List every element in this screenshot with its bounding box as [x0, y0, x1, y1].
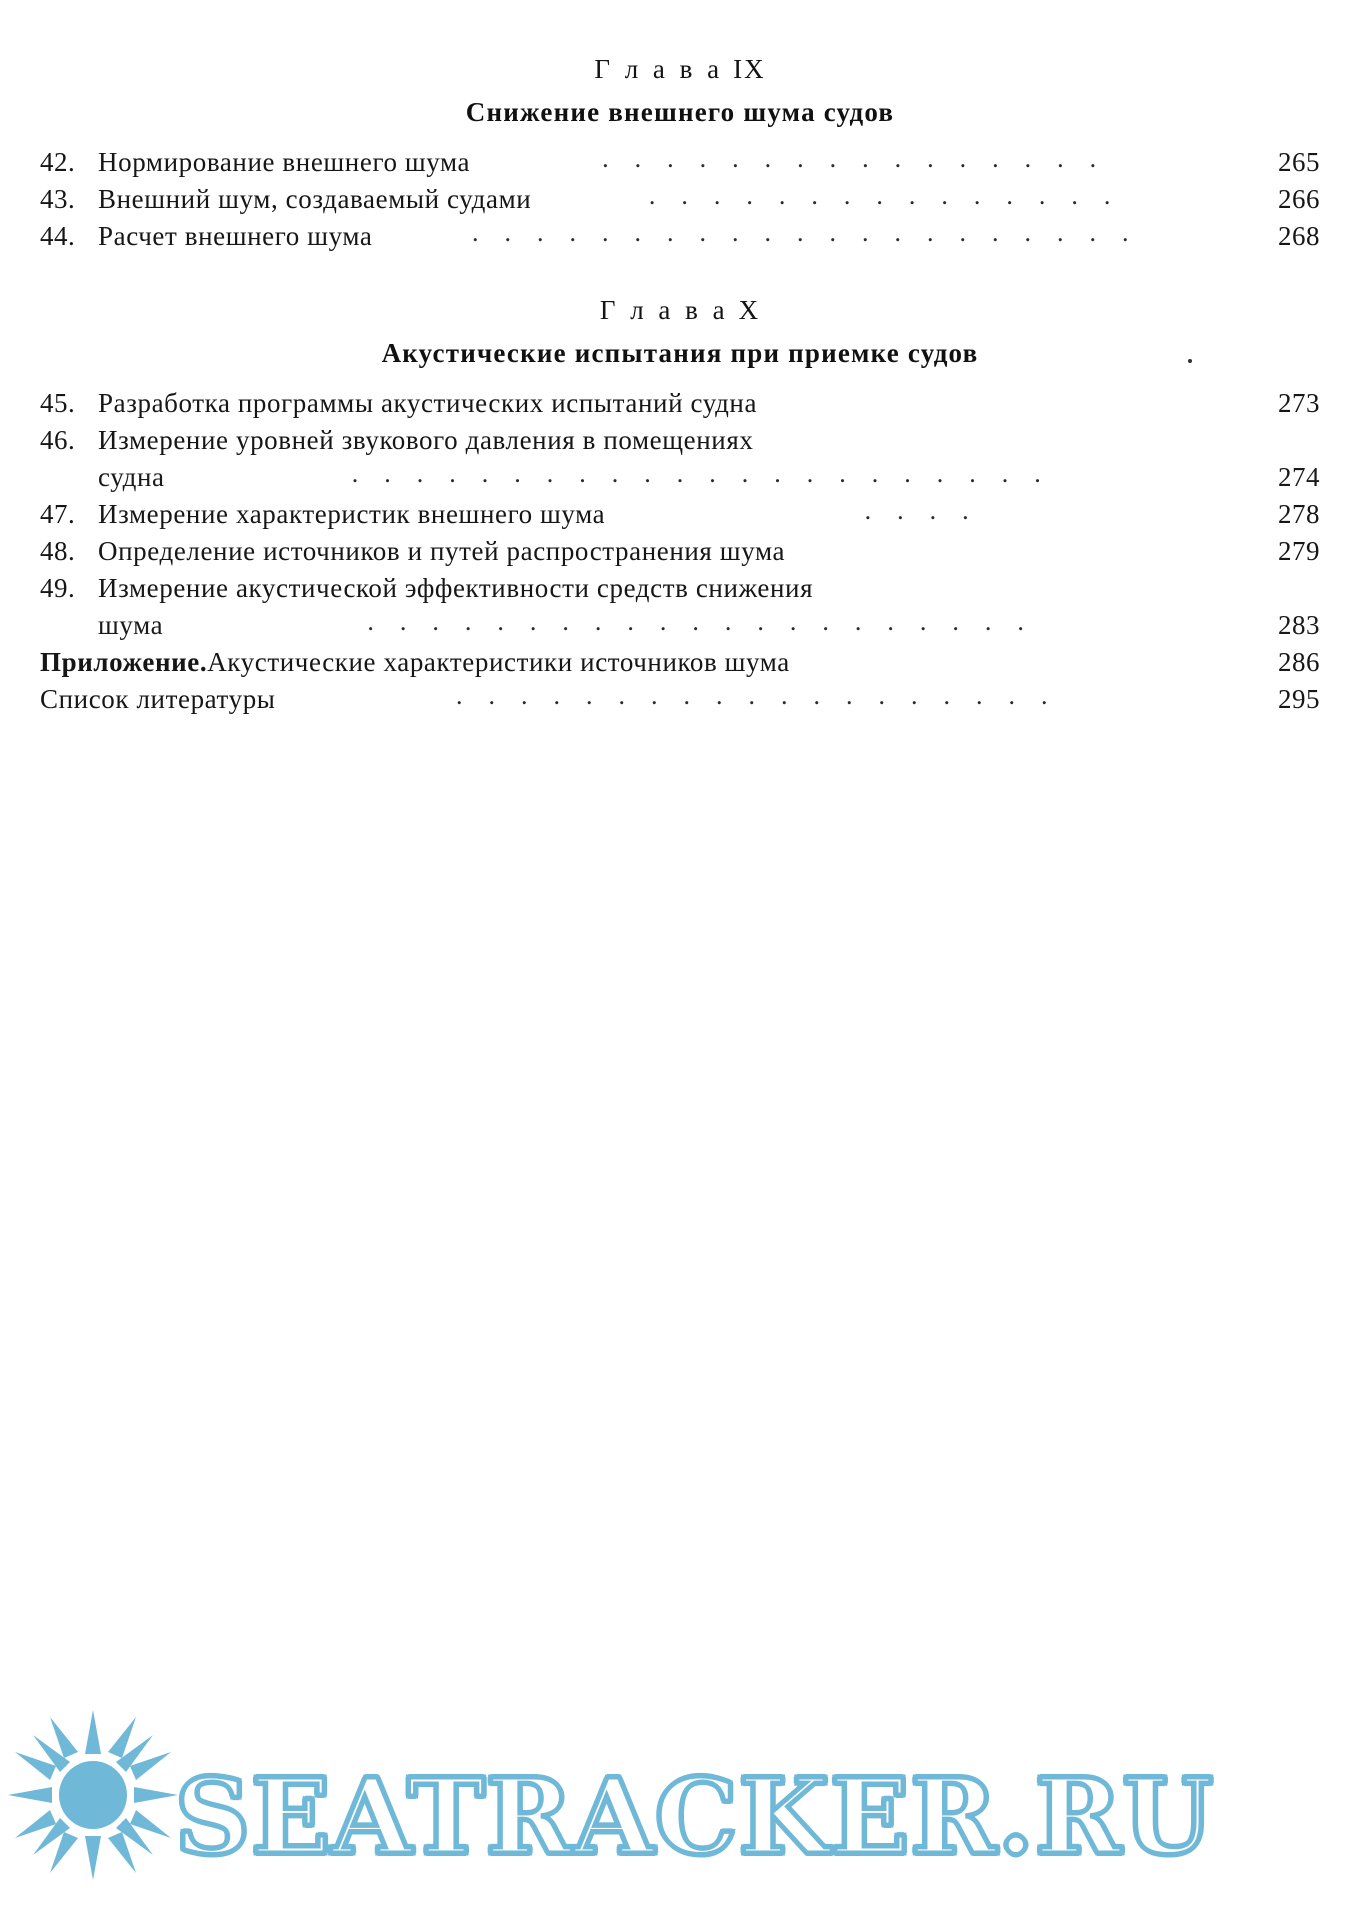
- toc-entry[interactable]: [40, 385, 1320, 422]
- chapter-section-ix: [40, 44, 1320, 255]
- toc-entry-continuation[interactable]: [40, 459, 1320, 496]
- toc-leader-dots: .....................: [367, 607, 1050, 636]
- toc-entry[interactable]: [40, 570, 1320, 607]
- toc-entry-label: Нормирование внешнего шума: [98, 147, 471, 177]
- chapter-number: X: [738, 295, 761, 325]
- toc-content: [40, 44, 1320, 718]
- toc-entry-page: 268: [1278, 221, 1320, 251]
- toc-entry-label: Измерение уровней звукового давления в помещениях: [98, 425, 754, 455]
- chapter-heading: [40, 285, 1320, 326]
- toc-leader-dots: ....: [864, 496, 995, 525]
- toc-entry-label: Расчет внешнего шума: [98, 221, 373, 251]
- toc-entry-label-continued: шума: [98, 610, 164, 640]
- toc-leader-dots: ......................: [351, 459, 1067, 488]
- chapter-heading: [40, 44, 1320, 85]
- toc-list-x: [40, 385, 1320, 718]
- sun-burst-icon: [8, 1710, 178, 1880]
- toc-entry-label: Измерение характеристик внешнего шума: [98, 499, 606, 529]
- toc-entry[interactable]: [40, 144, 1320, 181]
- toc-entry-label: Внешний шум, создаваемый судами: [98, 184, 532, 214]
- chapter-section-x: [40, 285, 1320, 718]
- toc-entry-number: 49.: [40, 573, 76, 603]
- toc-entry-label: Разработка программы акустических испытаний судна: [98, 388, 758, 418]
- toc-entry-page: 278: [1278, 499, 1320, 529]
- toc-entry[interactable]: [40, 533, 1320, 570]
- toc-entry-continuation[interactable]: [40, 607, 1320, 644]
- toc-entry-page: 279: [1278, 536, 1320, 566]
- toc-entry-number: 46.: [40, 425, 76, 455]
- toc-entry[interactable]: [40, 422, 1320, 459]
- toc-list-ix: [40, 144, 1320, 255]
- toc-entry-label: Список литературы: [40, 684, 276, 714]
- toc-entry-page: 295: [1278, 684, 1320, 714]
- toc-entry[interactable]: [40, 496, 1320, 533]
- toc-entry-number: 47.: [40, 499, 76, 529]
- toc-entry-page: 273: [1278, 388, 1320, 418]
- toc-appendix-label: Приложение.: [40, 647, 208, 677]
- toc-leader-dots: ................: [602, 144, 1123, 173]
- toc-leader-dots: .....................: [471, 218, 1155, 247]
- chapter-title: Акустические испытания при приемке судов: [381, 338, 979, 368]
- toc-leader-dots: ...............: [648, 181, 1137, 210]
- watermark-text: SEATRACKER.RU: [175, 1755, 1215, 1878]
- toc-entry-page: 266: [1278, 184, 1320, 214]
- chapter-title: Снижение внешнего шума судов: [465, 97, 895, 127]
- toc-entry-appendix[interactable]: [40, 644, 1320, 681]
- chapter-label: Г л а в а: [594, 54, 724, 84]
- toc-entry[interactable]: [40, 181, 1320, 218]
- toc-entry[interactable]: [40, 218, 1320, 255]
- toc-entry-label: Определение источников и путей распространения шума: [98, 536, 786, 566]
- toc-entry-page: 286: [1278, 647, 1320, 677]
- toc-entry-number: 44.: [40, 221, 76, 251]
- chapter-number: IX: [733, 54, 766, 84]
- stray-mark: [1188, 359, 1192, 363]
- section-spacer: [40, 255, 1320, 285]
- toc-appendix-title: Акустические характеристики источников шума: [207, 647, 790, 677]
- watermark: [0, 1700, 1360, 1900]
- toc-entry-page: 274: [1278, 462, 1320, 492]
- toc-leader-dots: ...................: [456, 681, 1074, 710]
- toc-entry-label: Измерение акустической эффективности средств снижения: [98, 573, 814, 603]
- toc-entry-page: 265: [1278, 147, 1320, 177]
- toc-entry-number: 45.: [40, 388, 76, 418]
- toc-entry-number: 43.: [40, 184, 76, 214]
- toc-entry-number: 42.: [40, 147, 76, 177]
- toc-entry-number: 48.: [40, 536, 76, 566]
- toc-entry-page: 283: [1278, 610, 1320, 640]
- chapter-label: Г л а в а: [599, 295, 729, 325]
- toc-entry-bibliography[interactable]: [40, 681, 1320, 718]
- toc-entry-label-continued: судна: [98, 462, 165, 492]
